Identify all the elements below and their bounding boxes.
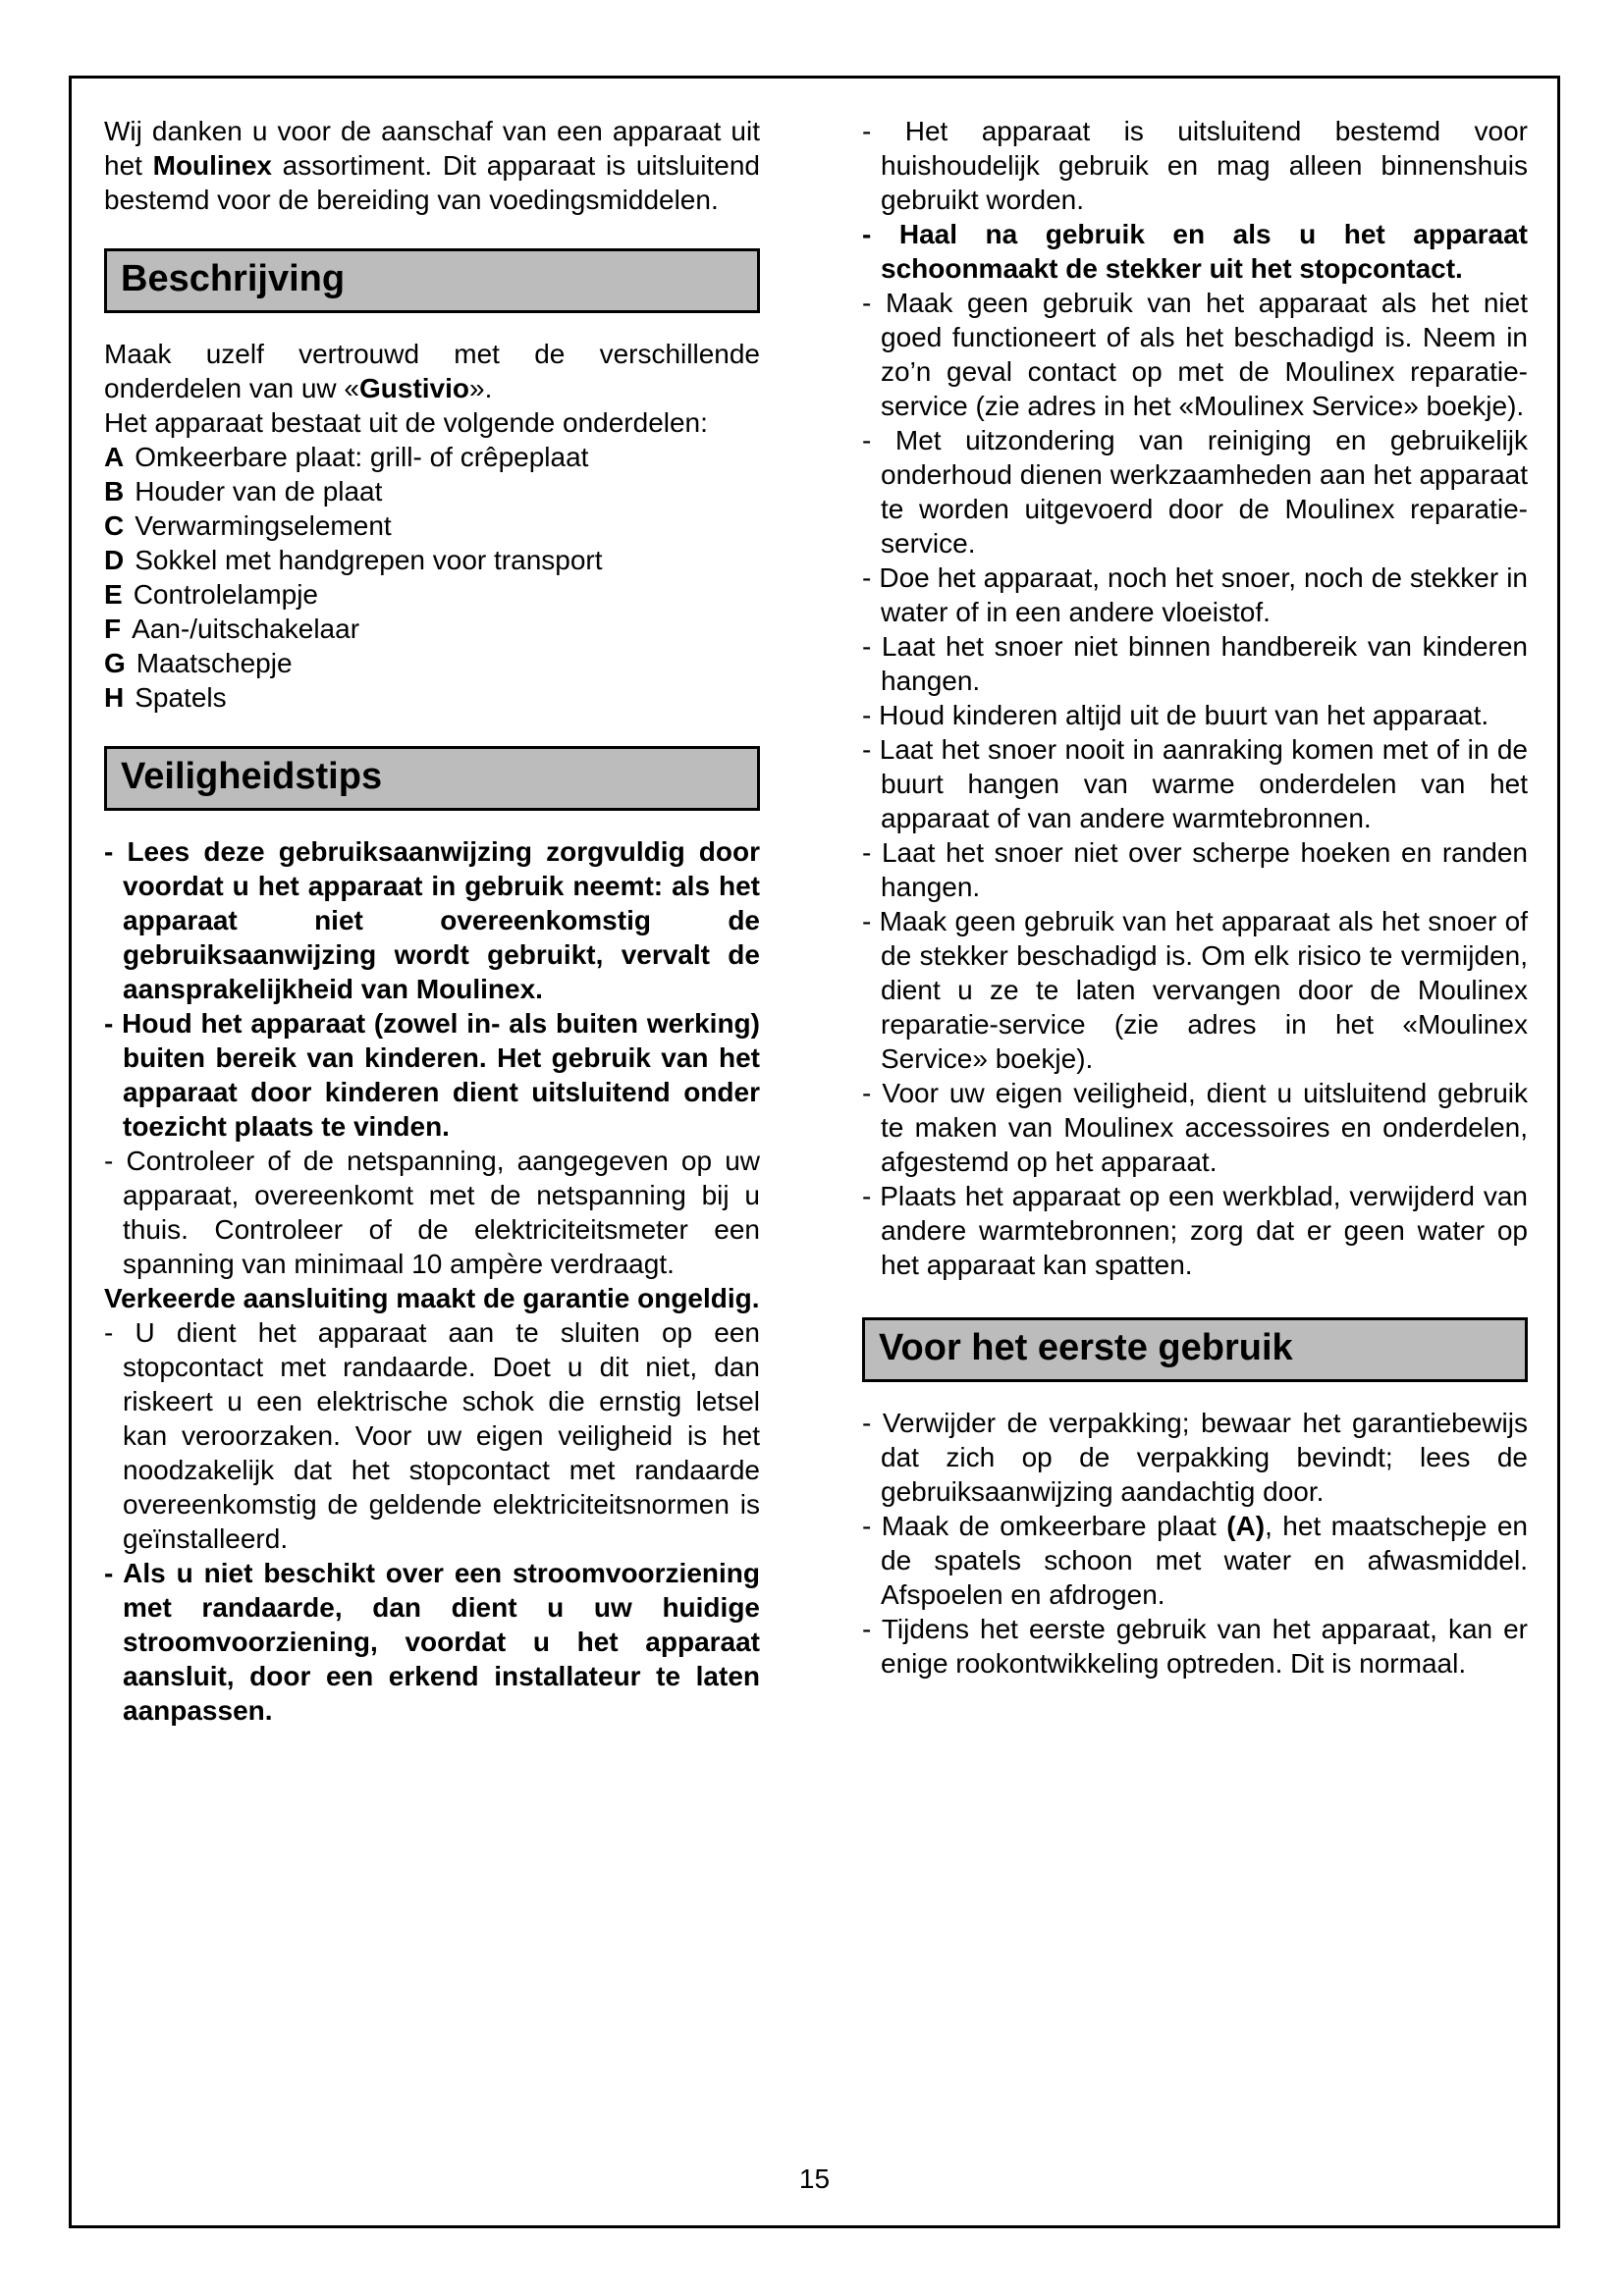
part-row: [104, 508, 760, 543]
safety-item: - Lees deze gebruiksaanwijzing zorgvuldig door voordat u het apparaat in gebruik neemt: als het apparaat niet overeenkomstig de gebruiksaanwijzing wordt gebruikt, vervalt de aansprakelijkheid van Moulinex.: [104, 836, 760, 1004]
left-column: [104, 114, 760, 1728]
part-text: Omkeerbare plaat: grill- of crêpeplaat: [135, 442, 589, 472]
part-row: [104, 543, 760, 577]
parts-list: [104, 440, 760, 715]
part-letter: G: [104, 648, 126, 678]
part-row: [104, 440, 760, 474]
part-text: Maatschepje: [135, 648, 293, 678]
section-header-veiligheidstips: Veiligheidstips: [104, 746, 760, 811]
part-text: Houder van de plaat: [135, 476, 383, 507]
part-letter: C: [104, 510, 125, 541]
safety-item: - Laat het snoer niet over scherpe hoeken en randen hangen.: [862, 837, 1528, 902]
safety-item: - Houd het apparaat (zowel in- als buiten werking) buiten bereik van kinderen. Het gebruik van het apparaat door kinderen dient uitsluitend onder toezicht plaats te vinden.: [104, 1008, 760, 1142]
part-letter: E: [104, 579, 123, 610]
intro-paragraph: Wij danken u voor de aanschaf van een apparaat uit het Moulinex assortiment. Dit apparaat is uitsluitend bestemd voor de bereiding van voedingsmiddelen.: [104, 116, 761, 215]
part-text: Verwarmingselement: [135, 510, 392, 541]
safety-item: - Als u niet beschikt over een stroomvoorziening met randaarde, dan dient u uw huidige stroomvoorziening, voordat u het apparaat aansluit, door een erkend installateur te laten aanpassen.: [104, 1558, 760, 1726]
part-letter: D: [104, 545, 125, 575]
safety-item: - Houd kinderen altijd uit de buurt van het apparaat.: [862, 700, 1489, 730]
description-paragraph-1: Maak uzelf vertrouwd met de verschillende onderdelen van uw «Gustivio».: [104, 339, 760, 403]
part-text: Aan-/uitschakelaar: [132, 614, 360, 644]
safety-item: - Voor uw eigen veiligheid, dient u uitsluitend gebruik te maken van Moulinex accessoires en onderdelen, afgestemd op het apparaat.: [862, 1078, 1528, 1177]
safety-item: - Controleer of de netspanning, aangegeven op uw apparaat, overeenkomt met de netspanning bij u thuis. Controleer of de elektriciteitsmeter een spanning van minimaal 10 ampère verdraagt.: [104, 1146, 760, 1279]
safety-item: - Het apparaat is uitsluitend bestemd voor huishoudelijk gebruik en mag alleen binnenshuis gebruikt worden.: [862, 116, 1528, 215]
first-use-item: - Verwijder de verpakking; bewaar het garantiebewijs dat zich op de verpakking bevindt; lees de gebruiksaanwijzing aandachtig door.: [862, 1408, 1528, 1507]
safety-item: - Plaats het apparaat op een werkblad, verwijderd van andere warmtebronnen; zorg dat er geen water op het apparaat kan spatten.: [862, 1181, 1528, 1280]
safety-item: - Laat het snoer nooit in aanraking komen met of in de buurt hangen van warme onderdelen van het apparaat of van andere warmtebronnen.: [862, 734, 1528, 833]
safety-item: - Doe het apparaat, noch het snoer, noch de stekker in water of in een andere vloeistof.: [862, 562, 1528, 627]
first-use-item: - Tijdens het eerste gebruik van het apparaat, kan er enige rookontwikkeling optreden. Dit is normaal.: [862, 1614, 1528, 1679]
safety-item: - U dient het apparaat aan te sluiten op een stopcontact met randaarde. Doet u dit niet, dan riskeert u een elektrische schok die ernstig letsel kan veroorzaken. Voor uw eigen veiligheid is het noodzakelijk dat het stopcontact met randaarde overeenkomstig de geldende elektriciteitsnormen is geïnstalleerd.: [104, 1317, 760, 1554]
part-text: Controlelampje: [133, 579, 319, 610]
safety-item: - Haal na gebruik en als u het apparaat schoonmaakt de stekker uit het stopcontact.: [862, 219, 1528, 284]
part-row: [104, 680, 760, 715]
part-row: [104, 612, 760, 646]
content-columns: [104, 114, 1530, 1728]
part-text: Spatels: [135, 682, 227, 713]
safety-item: - Maak geen gebruik van het apparaat als het snoer of de stekker beschadigd is. Om elk risico te vermijden, dient u ze te laten vervangen door de Moulinex reparatie-service (zie adres in het «Moulinex Service» boekje).: [862, 906, 1528, 1074]
part-letter: A: [104, 442, 125, 472]
first-use-item: - Maak de omkeerbare plaat (A), het maatschepje en de spatels schoon met water en afwasmiddel. Afspoelen en afdrogen.: [862, 1511, 1528, 1610]
section-header-eerste-gebruik: Voor het eerste gebruik: [862, 1317, 1528, 1382]
part-row: [104, 474, 760, 508]
part-row: [104, 646, 760, 680]
right-column: [862, 114, 1528, 1728]
page-number: 15: [798, 2163, 831, 2194]
safety-warning-note: Verkeerde aansluiting maakt de garantie ongeldig.: [104, 1283, 760, 1313]
safety-item: - Met uitzondering van reiniging en gebruikelijk onderhoud dienen werkzaamheden aan het apparaat te worden uitgevoerd door de Moulinex reparatie-service.: [862, 425, 1528, 559]
part-letter: H: [104, 682, 125, 713]
part-letter: B: [104, 476, 125, 507]
safety-item: - Maak geen gebruik van het apparaat als het niet goed functioneert of als het beschadigd is. Neem in zo’n geval contact op met de Moulinex reparatie-service (zie adres in het «Moulinex Service» boekje).: [862, 288, 1528, 421]
description-paragraph-2: Het apparaat bestaat uit de volgende onderdelen:: [104, 407, 708, 438]
page-border: [69, 76, 1560, 2228]
safety-item: - Laat het snoer niet binnen handbereik van kinderen hangen.: [862, 631, 1528, 696]
part-letter: F: [104, 614, 122, 644]
part-row: [104, 577, 760, 612]
part-text: Sokkel met handgrepen voor transport: [135, 545, 603, 575]
section-header-beschrijving: Beschrijving: [104, 248, 760, 313]
